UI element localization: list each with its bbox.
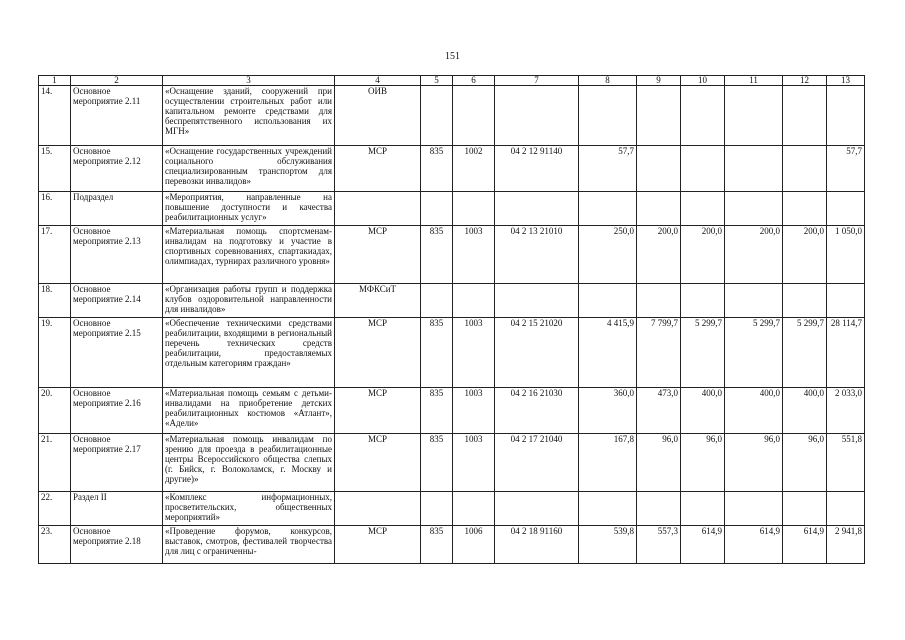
header-cell: 3 [163,76,335,86]
cell-8: 4 415,9 [579,318,637,388]
header-cell: 1 [39,76,71,86]
cell-12 [783,192,827,226]
cell-13: 28 114,7 [827,318,865,388]
cell-9 [637,192,681,226]
cell-11 [725,492,783,526]
activity-name: Подраздел [71,192,163,226]
activity-description: «Проведение форумов, конкурсов, выставок, смотров, фестивалей творчества для лиц с ограниченны- [163,526,335,564]
cell-12 [783,146,827,192]
cell-5 [421,192,453,226]
cell-9: 557,3 [637,526,681,564]
header-cell: 10 [681,76,725,86]
cell-13: 551,8 [827,434,865,492]
cell-10 [681,492,725,526]
activity-name: Основное мероприятие 2.14 [71,284,163,318]
cell-6 [453,284,495,318]
activity-description: «Организация работы групп и поддержка клубов оздоровительной направленности для инвалидов» [163,284,335,318]
cell-5 [421,492,453,526]
cell-10 [681,192,725,226]
activity-description: «Обеспечение техническими средствами реабилитации, входящими в региональный перечень технических средств реабилитации, предоставляемых отдельным категориям граждан» [163,318,335,388]
cell-12: 200,0 [783,226,827,284]
row-number: 19. [39,318,71,388]
table-row [39,526,865,564]
activity-name: Основное мероприятие 2.13 [71,226,163,284]
cell-5: 835 [421,434,453,492]
row-number: 20. [39,388,71,434]
activity-name: Основное мероприятие 2.11 [71,86,163,146]
cell-8: 57,7 [579,146,637,192]
row-number: 14. [39,86,71,146]
cell-11: 614,9 [725,526,783,564]
cell-13 [827,284,865,318]
cell-12: 5 299,7 [783,318,827,388]
header-cell: 5 [421,76,453,86]
header-cell: 8 [579,76,637,86]
cell-12 [783,86,827,146]
cell-10: 200,0 [681,226,725,284]
table-row [39,146,865,192]
activity-name: Основное мероприятие 2.15 [71,318,163,388]
header-cell: 13 [827,76,865,86]
cell-9: 200,0 [637,226,681,284]
table-row [39,318,865,388]
cell-7: 04 2 17 21040 [495,434,579,492]
cell-5: 835 [421,388,453,434]
cell-12: 614,9 [783,526,827,564]
cell-8: 167,8 [579,434,637,492]
table-row [39,192,865,226]
cell-11: 400,0 [725,388,783,434]
cell-7: 04 2 16 21030 [495,388,579,434]
header-cell: 9 [637,76,681,86]
executor: ОИВ [335,86,421,146]
cell-8: 360,0 [579,388,637,434]
header-cell: 2 [71,76,163,86]
cell-7 [495,86,579,146]
cell-10: 614,9 [681,526,725,564]
cell-5: 835 [421,526,453,564]
executor [335,492,421,526]
row-number: 15. [39,146,71,192]
cell-6: 1006 [453,526,495,564]
cell-10: 400,0 [681,388,725,434]
cell-5: 835 [421,226,453,284]
cell-7 [495,284,579,318]
cell-11: 5 299,7 [725,318,783,388]
cell-8: 250,0 [579,226,637,284]
cell-8: 539,8 [579,526,637,564]
executor: МФКСиТ [335,284,421,318]
row-number: 21. [39,434,71,492]
executor: МСР [335,526,421,564]
cell-9 [637,86,681,146]
activity-name: Раздел II [71,492,163,526]
table-row [39,284,865,318]
cell-10: 96,0 [681,434,725,492]
cell-7: 04 2 13 21010 [495,226,579,284]
activity-description: «Материальная помощь спортсменам-инвалидам на подготовку и участие в спортивных соревнованиях, спартакиадах, олимпиадах, турнирах различного уровня» [163,226,335,284]
executor: МСР [335,318,421,388]
cell-6: 1003 [453,226,495,284]
activity-description: «Оснащение государственных учреждений социального обслуживания специализированным транспортом для перевозки инвалидов» [163,146,335,192]
cell-5 [421,86,453,146]
table-row [39,86,865,146]
cell-13: 57,7 [827,146,865,192]
cell-11 [725,146,783,192]
cell-5: 835 [421,146,453,192]
cell-13 [827,86,865,146]
cell-13: 2 033,0 [827,388,865,434]
cell-8 [579,492,637,526]
executor: МСР [335,434,421,492]
table-row [39,226,865,284]
row-number: 18. [39,284,71,318]
program-table [38,75,865,564]
cell-6 [453,86,495,146]
row-number: 23. [39,526,71,564]
cell-9: 7 799,7 [637,318,681,388]
cell-11 [725,86,783,146]
header-cell: 6 [453,76,495,86]
column-number-header [39,76,865,86]
activity-description: «Оснащение зданий, сооружений при осуществлении строительных работ или капитальном ремонте средствами для беспрепятственного использования их МГН» [163,86,335,146]
executor: МСР [335,226,421,284]
cell-9: 473,0 [637,388,681,434]
header-cell: 11 [725,76,783,86]
cell-6: 1002 [453,146,495,192]
cell-6 [453,192,495,226]
executor: МСР [335,388,421,434]
row-number: 17. [39,226,71,284]
activity-name: Основное мероприятие 2.12 [71,146,163,192]
activity-name: Основное мероприятие 2.18 [71,526,163,564]
cell-7 [495,492,579,526]
table-row [39,388,865,434]
header-cell: 12 [783,76,827,86]
cell-10 [681,146,725,192]
cell-10: 5 299,7 [681,318,725,388]
table-row [39,434,865,492]
cell-11 [725,284,783,318]
cell-8 [579,192,637,226]
activity-name: Основное мероприятие 2.16 [71,388,163,434]
cell-12: 400,0 [783,388,827,434]
activity-description: «Материальная помощь инвалидам по зрению для проезда в реабилитационные центры Всероссийского общества слепых (г. Бийск, г. Волоколамск, г. Москву и другие)» [163,434,335,492]
cell-8 [579,284,637,318]
executor: МСР [335,146,421,192]
cell-11: 96,0 [725,434,783,492]
cell-5 [421,284,453,318]
activity-description: «Материальная помощь семьям с детьми-инвалидами на приобретение детских реабилитационных костюмов «Атлант», «Адели» [163,388,335,434]
cell-13: 2 941,8 [827,526,865,564]
cell-13: 1 050,0 [827,226,865,284]
cell-7 [495,192,579,226]
header-cell: 7 [495,76,579,86]
header-cell: 4 [335,76,421,86]
activity-description: «Комплекс информационных, просветительских, общественных мероприятий» [163,492,335,526]
table-row [39,492,865,526]
cell-7: 04 2 18 91160 [495,526,579,564]
cell-11: 200,0 [725,226,783,284]
row-number: 22. [39,492,71,526]
executor [335,192,421,226]
activity-description: «Мероприятия, направленные на повышение доступности и качества реабилитационных услуг» [163,192,335,226]
cell-7: 04 2 15 21020 [495,318,579,388]
cell-8 [579,86,637,146]
cell-13 [827,492,865,526]
cell-13 [827,192,865,226]
row-number: 16. [39,192,71,226]
cell-9 [637,284,681,318]
cell-9 [637,492,681,526]
cell-12 [783,284,827,318]
cell-10 [681,284,725,318]
cell-9 [637,146,681,192]
cell-10 [681,86,725,146]
cell-12 [783,492,827,526]
cell-7: 04 2 12 91140 [495,146,579,192]
cell-6: 1003 [453,388,495,434]
page-number: 151 [445,51,460,62]
cell-6: 1003 [453,318,495,388]
cell-6: 1003 [453,434,495,492]
cell-6 [453,492,495,526]
cell-12: 96,0 [783,434,827,492]
cell-11 [725,192,783,226]
activity-name: Основное мероприятие 2.17 [71,434,163,492]
cell-9: 96,0 [637,434,681,492]
cell-5: 835 [421,318,453,388]
